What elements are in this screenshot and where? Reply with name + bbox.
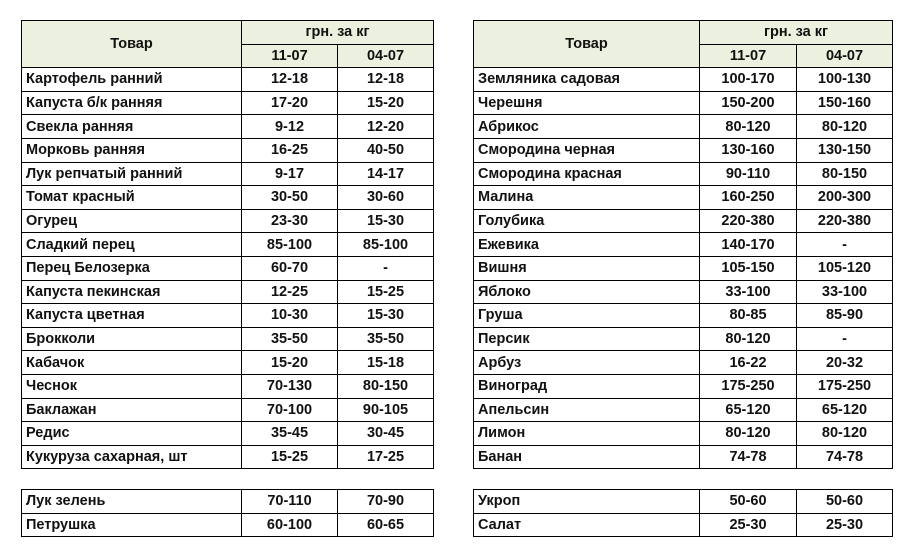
price-date-1: 30-50: [242, 186, 338, 210]
price-date-1: 175-250: [700, 374, 797, 398]
price-date-1: 90-110: [700, 162, 797, 186]
greens-price-table-right: [473, 489, 893, 537]
product-name: Баклажан: [22, 398, 242, 422]
product-name: Голубика: [474, 209, 700, 233]
fruits-table-body: [474, 21, 893, 469]
price-date-1: 65-120: [700, 398, 797, 422]
table-row: [474, 398, 893, 422]
vegetables-table-body: [22, 21, 434, 469]
table-row: [474, 280, 893, 304]
product-name: Малина: [474, 186, 700, 210]
price-date-1: 9-12: [242, 115, 338, 139]
price-date-1: 140-170: [700, 233, 797, 257]
price-date-1: 80-85: [700, 304, 797, 328]
price-date-2: 15-30: [338, 209, 434, 233]
price-date-2: 30-60: [338, 186, 434, 210]
table-row: [474, 233, 893, 257]
table-row: [474, 490, 893, 514]
table-row: [22, 256, 434, 280]
product-name: Огурец: [22, 209, 242, 233]
price-date-2: 50-60: [797, 490, 893, 514]
price-date-2: 17-25: [338, 445, 434, 469]
price-date-1: 105-150: [700, 256, 797, 280]
price-date-1: 70-130: [242, 374, 338, 398]
table-row: [22, 445, 434, 469]
price-date-1: 16-22: [700, 351, 797, 375]
price-date-2: 200-300: [797, 186, 893, 210]
product-name: Укроп: [474, 490, 700, 514]
product-name: Капуста пекинская: [22, 280, 242, 304]
price-date-1: 9-17: [242, 162, 338, 186]
header-date-2: 04-07: [797, 44, 893, 68]
price-date-2: 74-78: [797, 445, 893, 469]
header-price-unit: грн. за кг: [242, 21, 434, 45]
table-row: [22, 186, 434, 210]
product-name: Яблоко: [474, 280, 700, 304]
product-name: Смородина красная: [474, 162, 700, 186]
price-date-2: 220-380: [797, 209, 893, 233]
price-date-2: 12-18: [338, 68, 434, 92]
product-name: Черешня: [474, 91, 700, 115]
price-date-2: 15-18: [338, 351, 434, 375]
price-date-2: 20-32: [797, 351, 893, 375]
product-name: Арбуз: [474, 351, 700, 375]
product-name: Салат: [474, 513, 700, 537]
product-name: Перец Белозерка: [22, 256, 242, 280]
product-name: Банан: [474, 445, 700, 469]
price-date-2: 100-130: [797, 68, 893, 92]
product-name: Брокколи: [22, 327, 242, 351]
table-row: [474, 138, 893, 162]
price-date-2: 105-120: [797, 256, 893, 280]
price-date-1: 150-200: [700, 91, 797, 115]
price-date-1: 33-100: [700, 280, 797, 304]
product-name: Груша: [474, 304, 700, 328]
price-date-2: 85-90: [797, 304, 893, 328]
table-row: [22, 327, 434, 351]
product-name: Вишня: [474, 256, 700, 280]
product-name: Морковь ранняя: [22, 138, 242, 162]
table-row: [22, 513, 434, 537]
price-date-2: 15-25: [338, 280, 434, 304]
table-row: [474, 513, 893, 537]
price-date-2: 80-120: [797, 115, 893, 139]
price-date-2: 35-50: [338, 327, 434, 351]
price-date-1: 60-70: [242, 256, 338, 280]
product-name: Виноград: [474, 374, 700, 398]
table-row: [474, 162, 893, 186]
price-date-1: 60-100: [242, 513, 338, 537]
table-row: [22, 209, 434, 233]
price-date-2: -: [797, 233, 893, 257]
product-name: Смородина черная: [474, 138, 700, 162]
table-row: [474, 68, 893, 92]
price-date-2: 85-100: [338, 233, 434, 257]
table-row: [22, 162, 434, 186]
price-date-2: 60-65: [338, 513, 434, 537]
price-date-1: 74-78: [700, 445, 797, 469]
price-date-1: 70-110: [242, 490, 338, 514]
product-name: Ежевика: [474, 233, 700, 257]
product-name: Апельсин: [474, 398, 700, 422]
table-row: [22, 115, 434, 139]
price-date-1: 17-20: [242, 91, 338, 115]
product-name: Персик: [474, 327, 700, 351]
table-row: [22, 374, 434, 398]
product-name: Лимон: [474, 422, 700, 446]
product-name: Редис: [22, 422, 242, 446]
price-date-1: 100-170: [700, 68, 797, 92]
price-date-1: 10-30: [242, 304, 338, 328]
header-date-2: 04-07: [338, 44, 434, 68]
greens-price-table-left: [21, 489, 434, 537]
greens-right-body: [474, 490, 893, 537]
header-date-1: 11-07: [242, 44, 338, 68]
price-date-1: 70-100: [242, 398, 338, 422]
table-row: [474, 422, 893, 446]
price-date-2: 65-120: [797, 398, 893, 422]
price-date-2: 130-150: [797, 138, 893, 162]
product-name: Томат красный: [22, 186, 242, 210]
product-name: Кабачок: [22, 351, 242, 375]
price-date-1: 15-25: [242, 445, 338, 469]
table-row: [474, 374, 893, 398]
header-product: Товар: [22, 21, 242, 68]
table-row: [22, 138, 434, 162]
price-date-2: 12-20: [338, 115, 434, 139]
product-name: Капуста цветная: [22, 304, 242, 328]
price-date-2: 70-90: [338, 490, 434, 514]
product-name: Петрушка: [22, 513, 242, 537]
product-name: Сладкий перец: [22, 233, 242, 257]
product-name: Земляника садовая: [474, 68, 700, 92]
header-row-top: [474, 21, 893, 45]
table-row: [22, 490, 434, 514]
header-price-unit: грн. за кг: [700, 21, 893, 45]
table-row: [22, 91, 434, 115]
product-name: Лук репчатый ранний: [22, 162, 242, 186]
table-row: [22, 351, 434, 375]
table-row: [474, 91, 893, 115]
fruits-price-table: [473, 20, 893, 469]
price-date-1: 160-250: [700, 186, 797, 210]
product-name: Кукуруза сахарная, шт: [22, 445, 242, 469]
table-row: [22, 280, 434, 304]
header-row-top: [22, 21, 434, 45]
price-date-2: 150-160: [797, 91, 893, 115]
product-name: Картофель ранний: [22, 68, 242, 92]
table-row: [474, 445, 893, 469]
price-date-2: 80-150: [797, 162, 893, 186]
price-date-2: 40-50: [338, 138, 434, 162]
table-row: [474, 256, 893, 280]
table-row: [474, 304, 893, 328]
price-date-1: 50-60: [700, 490, 797, 514]
price-date-2: 80-120: [797, 422, 893, 446]
price-date-1: 80-120: [700, 327, 797, 351]
price-date-2: 14-17: [338, 162, 434, 186]
table-row: [22, 422, 434, 446]
table-row: [474, 209, 893, 233]
price-date-2: 80-150: [338, 374, 434, 398]
price-date-1: 80-120: [700, 115, 797, 139]
header-product: Товар: [474, 21, 700, 68]
product-name: Абрикос: [474, 115, 700, 139]
price-date-1: 12-18: [242, 68, 338, 92]
product-name: Лук зелень: [22, 490, 242, 514]
table-row: [474, 327, 893, 351]
table-row: [22, 398, 434, 422]
price-date-2: 90-105: [338, 398, 434, 422]
table-row: [474, 186, 893, 210]
price-date-2: 175-250: [797, 374, 893, 398]
price-date-1: 35-50: [242, 327, 338, 351]
price-date-1: 16-25: [242, 138, 338, 162]
price-date-1: 220-380: [700, 209, 797, 233]
table-row: [22, 233, 434, 257]
vegetables-price-table: [21, 20, 434, 469]
price-date-2: 25-30: [797, 513, 893, 537]
price-date-2: 15-30: [338, 304, 434, 328]
product-name: Свекла ранняя: [22, 115, 242, 139]
product-name: Чеснок: [22, 374, 242, 398]
price-date-2: 30-45: [338, 422, 434, 446]
price-date-1: 35-45: [242, 422, 338, 446]
price-date-2: -: [797, 327, 893, 351]
table-row: [474, 115, 893, 139]
price-date-1: 25-30: [700, 513, 797, 537]
price-date-1: 130-160: [700, 138, 797, 162]
price-date-1: 23-30: [242, 209, 338, 233]
price-date-1: 80-120: [700, 422, 797, 446]
table-row: [22, 68, 434, 92]
price-date-2: 15-20: [338, 91, 434, 115]
price-date-2: 33-100: [797, 280, 893, 304]
greens-left-body: [22, 490, 434, 537]
header-date-1: 11-07: [700, 44, 797, 68]
price-date-1: 85-100: [242, 233, 338, 257]
price-date-2: -: [338, 256, 434, 280]
product-name: Капуста б/к ранняя: [22, 91, 242, 115]
table-row: [474, 351, 893, 375]
price-date-1: 15-20: [242, 351, 338, 375]
price-date-1: 12-25: [242, 280, 338, 304]
table-row: [22, 304, 434, 328]
